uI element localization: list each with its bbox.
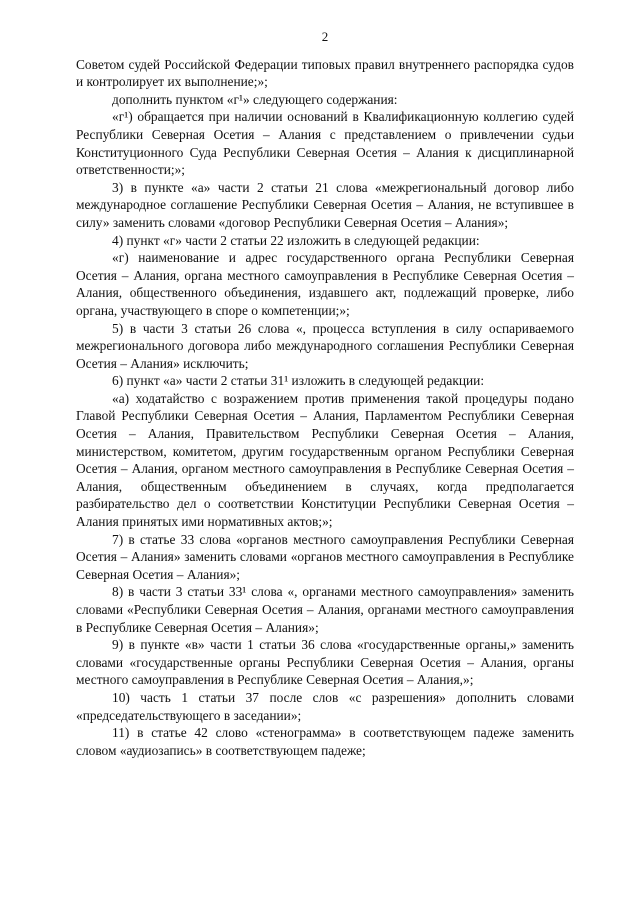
paragraph: 11) в статье 42 слово «стенограмма» в соответствующем падеже заменить словом «аудиозапись» в соответствующем падеже; [76,725,574,758]
paragraph: дополнить пунктом «г¹» следующего содержания: [112,91,398,107]
paragraph: «г¹) обращается при наличии оснований в Квалификационную коллегию судей Республики Северная Осетия – Алания с представлением о привлечении судьи Конституционного Суда Республики Северная Осетия – Алания к дисциплинарной ответственности;»; [76,109,574,178]
paragraph: 5) в части 3 статьи 26 слова «, процесса вступления в силу оспариваемого межрегионального договора либо международного соглашения Республики Северная Осетия – Алания» исключить; [76,320,574,371]
paragraph: 9) в пункте «в» части 1 статьи 36 слова «государственные органы,» заменить словами «государственные органы Республики Северная Осетия – Алания, органы местного самоуправления в Республике Северная Осетия – Алания,»; [76,637,574,688]
paragraph: 10) часть 1 статьи 37 после слов «с разрешения» дополнить словами «председательствующего в заседании»; [76,689,574,723]
paragraph: «г) наименование и адрес государственного органа Республики Северная Осетия – Алания, органа местного самоуправления в Республике Северная Осетия – Алания, общественного объединения, издавшего акт, подлежащий проверке, либо органа, участвующего в споре о компетенции;»; [76,250,574,318]
paragraph: 6) пункт «а» части 2 статьи 31¹ изложить в следующей редакции: [112,373,485,389]
paragraph: «а) ходатайство с возражением против применения такой процедуры подано Главой Республики Северная Осетия – Алания, Парламентом Республики Северная Осетия – Алания, Правительством Республики Северная Осетия – Алания, министерством, комитетом, другим государственным органом Республики Северная Осетия – Алания, органом местного самоуправления в Республике Северная Осетия – Алания, общественным объединением в случаях, когда предполагается разбирательство дел о соответствии Конституции Республики Северная Осетия – Алания принятых ими нормативных актов;»; [76,390,574,530]
paragraph: 8) в части 3 статьи 33¹ слова «, органами местного самоуправления» заменить словами «Республики Северная Осетия – Алания, органами местного самоуправления в Республике Северная Осетия – Алания»; [76,584,574,635]
paragraph: 7) в статье 33 слова «органов местного самоуправления Республики Северная Осетия – Алания» заменить словами «органов местного самоуправления в Республике Северная Осетия – Алания»; [76,531,574,582]
document-body [76,56,574,760]
paragraph: 4) пункт «г» части 2 статьи 22 изложить в следующей редакции: [112,232,480,248]
page-number: 2 [321,29,329,44]
paragraph: 3) в пункте «а» части 2 статьи 21 слова «межрегиональный договор либо международное соглашение Республики Северная Осетия – Алания, не вступившее в силу» заменить словами «договор Республики Северная Осетия – Алания»; [76,179,574,230]
paragraph: Советом судей Российской Федерации типовых правил внутреннего распорядка судов и контролирует их выполнение;»; [76,56,574,90]
